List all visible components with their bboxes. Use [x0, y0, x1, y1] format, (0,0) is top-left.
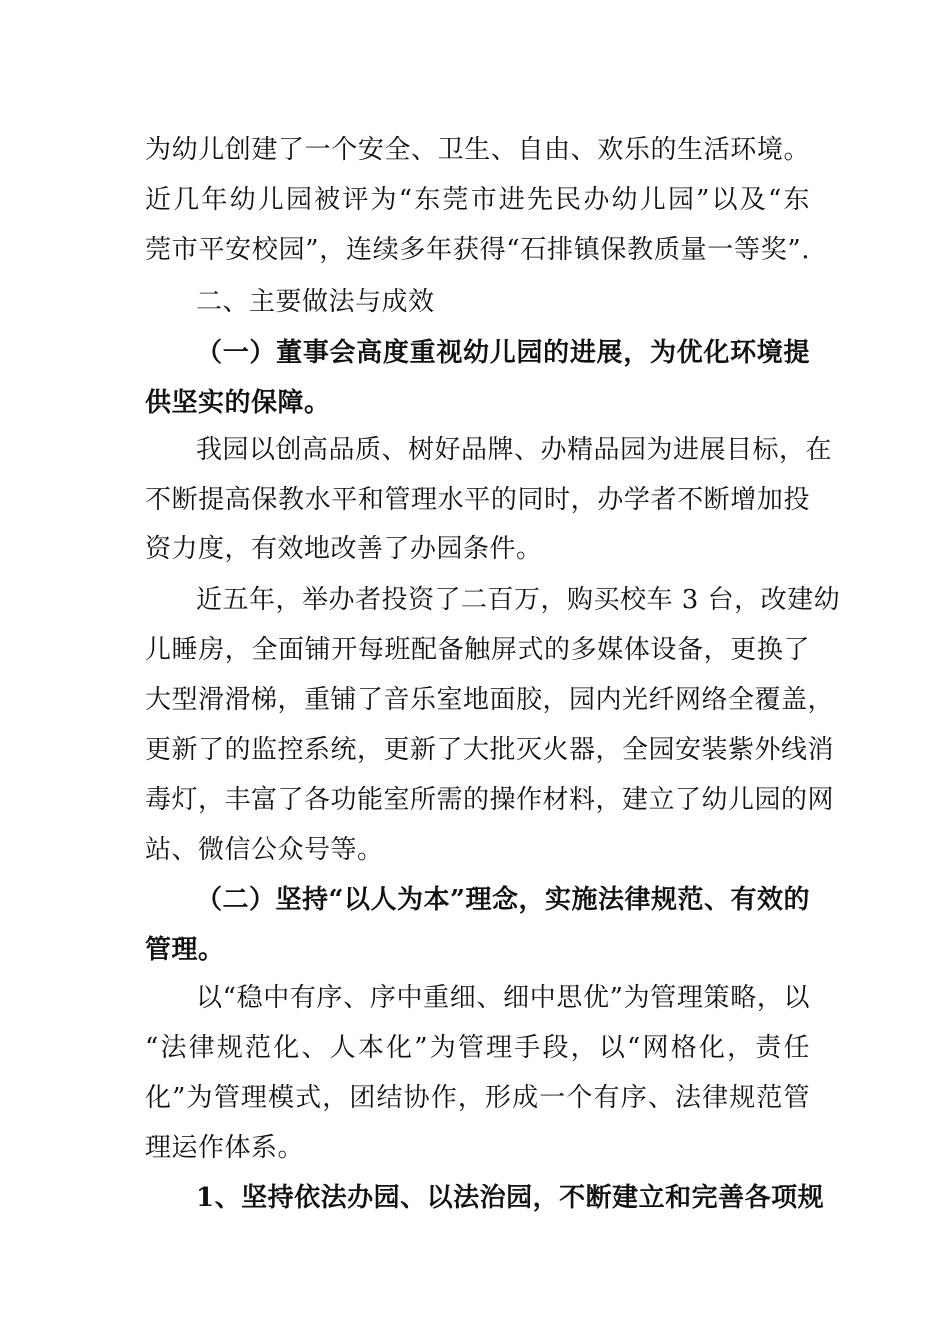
- paragraph-line: 我园以创高品质、树好品牌、办精品园为进展目标，在: [196, 435, 833, 465]
- paragraph-line: 毒灯，丰富了各功能室所需的操作材料，建立了幼儿园的网: [145, 785, 835, 815]
- section-heading: 二、主要做法与成效: [196, 287, 435, 317]
- paragraph-line: 不断提高保教水平和管理水平的同时，办学者不断增加投: [145, 485, 810, 515]
- paragraph-line: 近五年，举办者投资了二百万，购买校车 3 台，改建幼: [196, 585, 841, 615]
- paragraph-line: 以“稳中有序、序中重细、细中思优”为管理策略，以: [196, 983, 810, 1013]
- paragraph-line: 站、微信公众号等。: [145, 835, 384, 865]
- subsection-heading-cont: 供坚实的保障。: [145, 388, 331, 418]
- numbered-item-heading: 1、坚持依法办园、以法治园，不断建立和完善各项规: [196, 1183, 825, 1213]
- paragraph-line: 更新了的监控系统，更新了大批灭火器，全园安装紫外线消: [145, 735, 835, 765]
- paragraph-line: 化”为管理模式，团结协作，形成一个有序、法律规范管: [145, 1083, 810, 1113]
- subsection-heading-cont: 管理。: [145, 935, 225, 965]
- paragraph-line: 儿睡房，全面铺开每班配备触屏式的多媒体设备，更换了: [145, 635, 810, 665]
- paragraph-line: 近几年幼儿园被评为“东莞市进先民办幼儿园”以及“东: [145, 185, 810, 215]
- paragraph-line: 理运作体系。: [145, 1133, 305, 1163]
- paragraph-line: 资力度，有效地改善了办园条件。: [145, 534, 543, 564]
- subsection-heading: （二）坚持“以人为本”理念，实施法律规范、有效的: [196, 885, 810, 915]
- paragraph-line: 为幼儿创建了一个安全、卫生、自由、欢乐的生活环境。: [145, 135, 810, 165]
- paragraph-line: 大型滑滑梯，重铺了音乐室地面胶，园内光纤网络全覆盖，: [145, 685, 835, 715]
- subsection-heading: （一）董事会高度重视幼儿园的进展，为优化环境提: [196, 338, 810, 368]
- paragraph-line: “法律规范化、人本化”为管理手段，以“网格化，责任: [145, 1033, 810, 1063]
- paragraph-line: 莞市平安校园”，连续多年获得“石排镇保教质量一等奖”.: [145, 235, 810, 265]
